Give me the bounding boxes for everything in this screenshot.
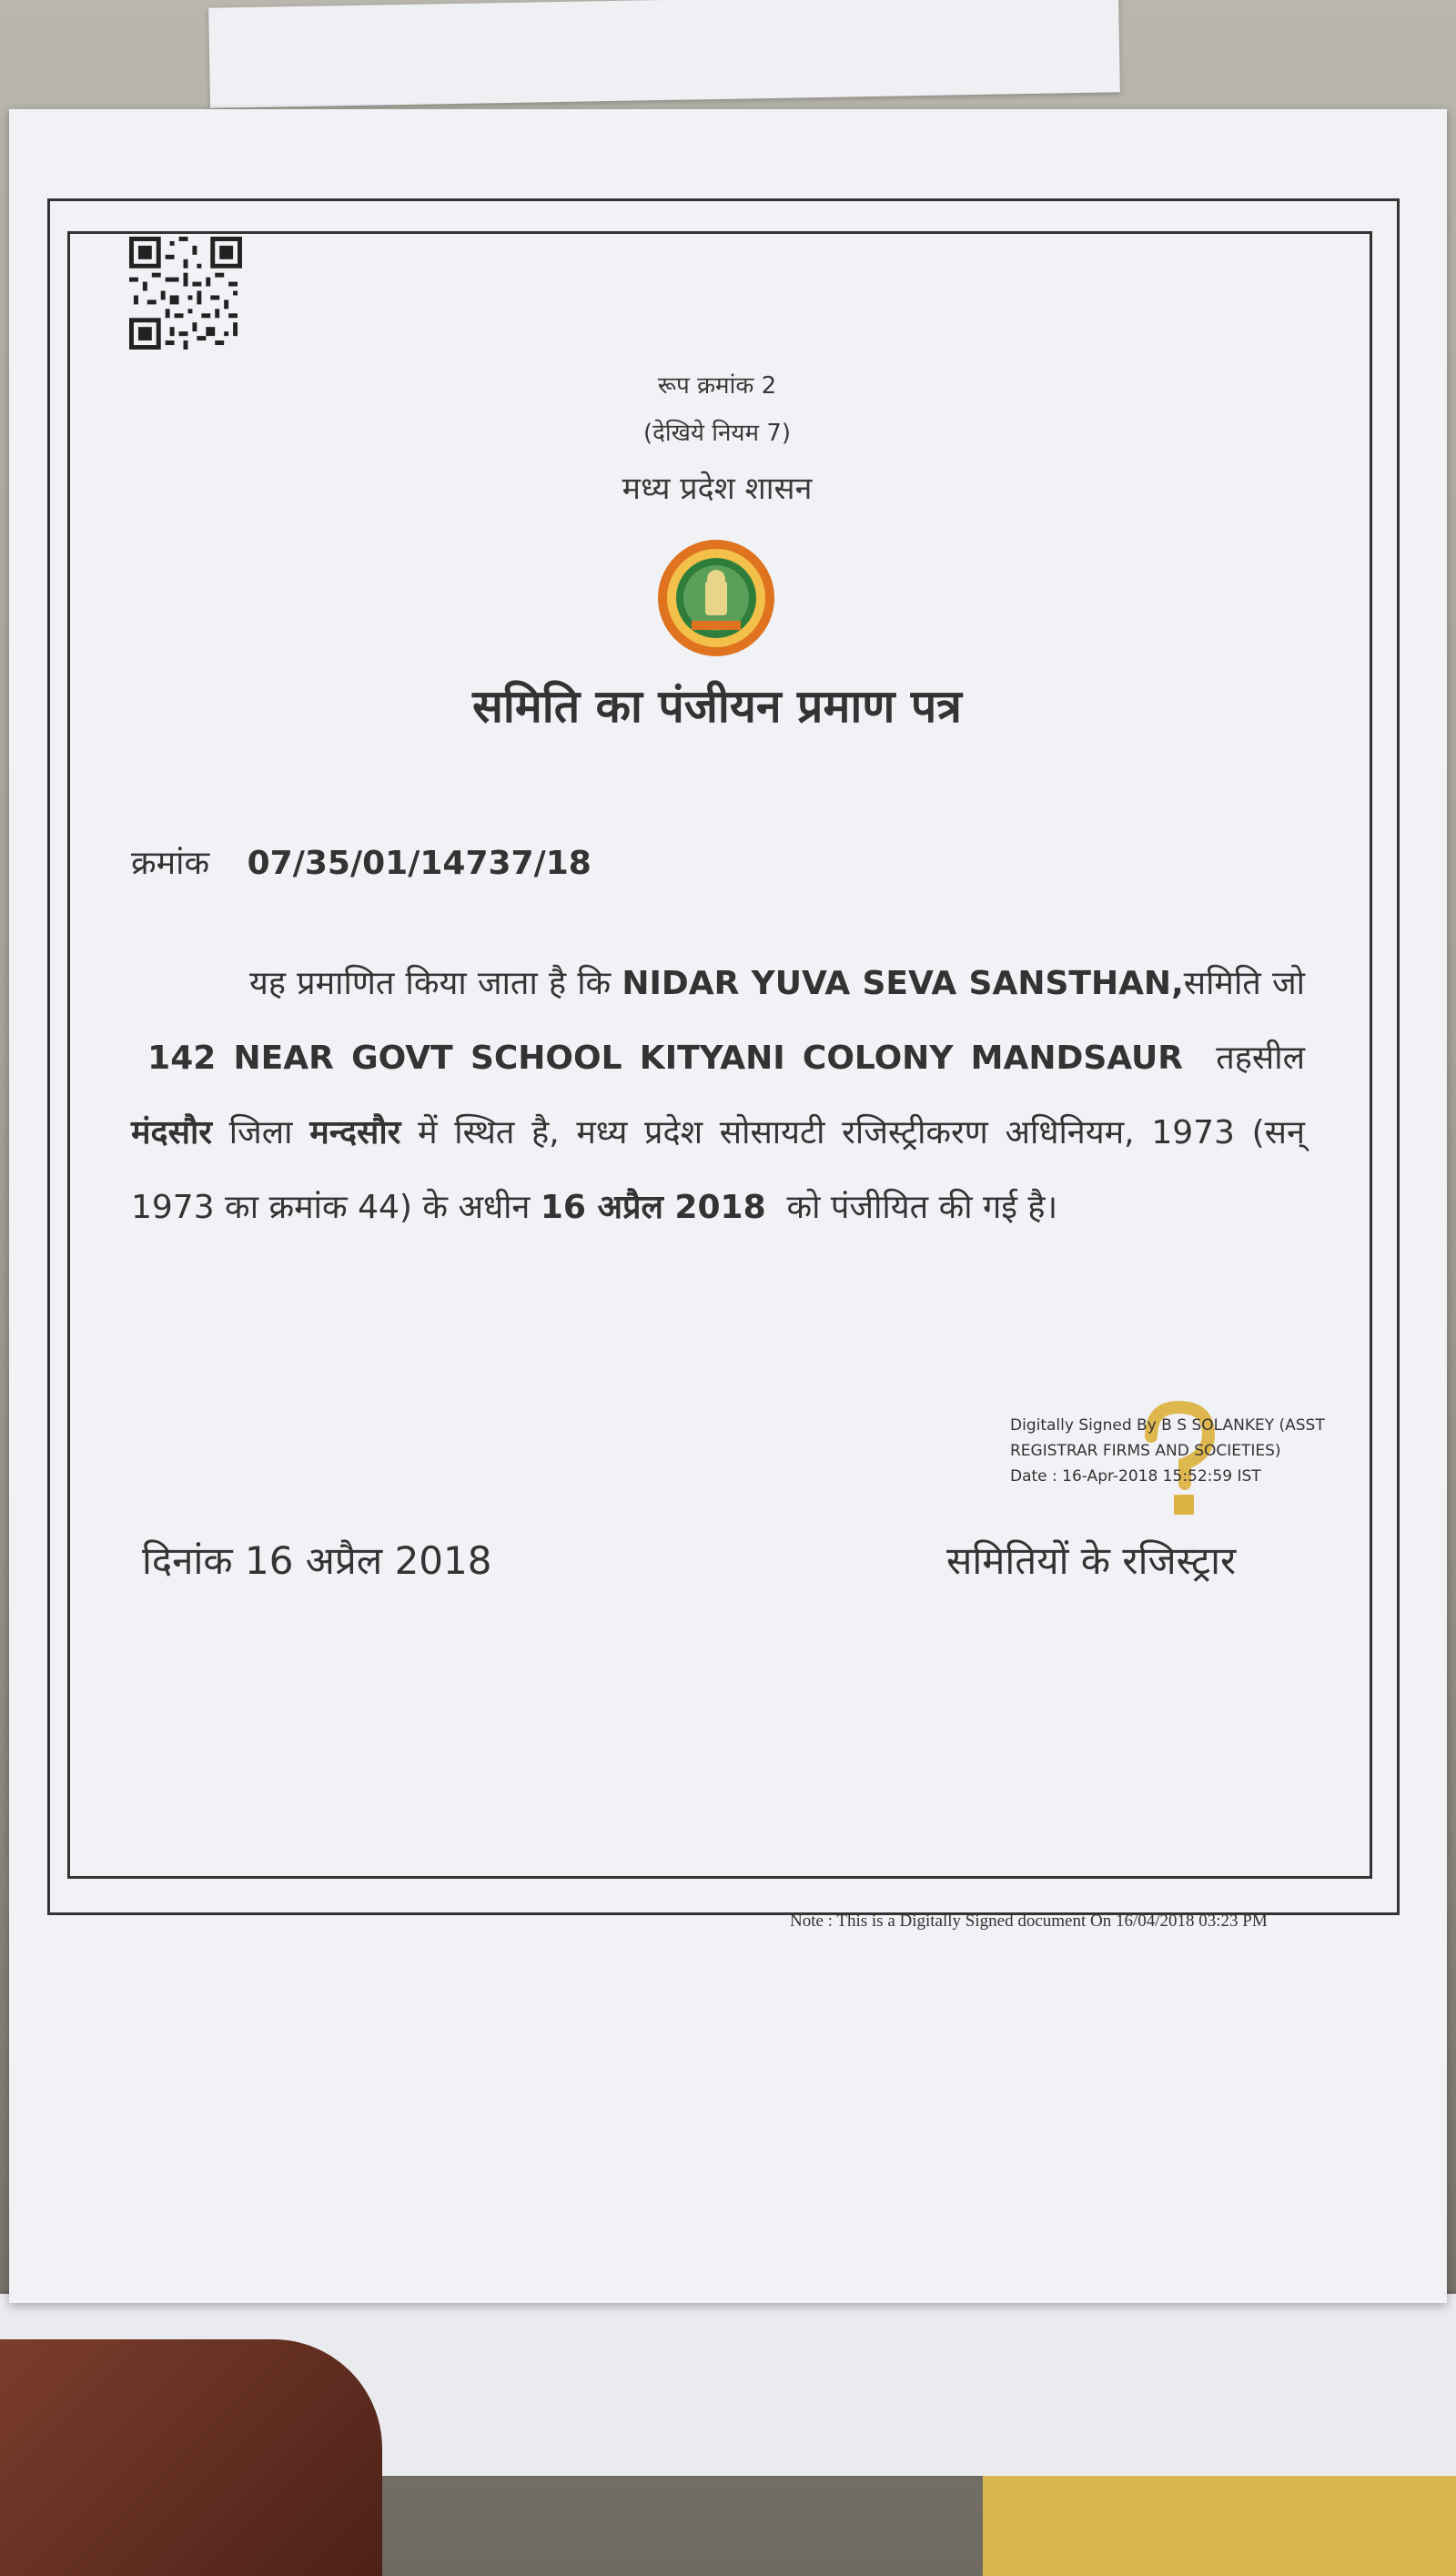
rule-reference: (देखिये नियम 7): [642, 420, 792, 447]
digital-signature-block: [1010, 1413, 1356, 1489]
registration-date: 16 अप्रैल 2018: [540, 1189, 766, 1226]
qr-code-icon: [129, 237, 242, 350]
body-closing: को पंजीयित की गई है।: [786, 1189, 1058, 1226]
tehsil-name: मंदसौर: [131, 1114, 213, 1151]
signature-line-1: Digitally Signed By B S SOLANKEY (ASST: [1010, 1416, 1325, 1435]
society-address: 142 NEAR GOVT SCHOOL KITYANI COLONY MANDSAUR: [147, 1040, 1183, 1077]
registration-number-row: [131, 839, 592, 884]
certificate-sheet: [9, 109, 1447, 2303]
government-name: मध्य प्रदेश शासन: [622, 471, 813, 507]
issue-date: दिनांक 16 अप्रैल 2018: [142, 1538, 492, 1583]
body-intro: यह प्रमाणित किया जाता है कि: [249, 965, 612, 1002]
stacked-paper-top: [208, 0, 1120, 108]
background-strip: [983, 2476, 1456, 2576]
certificate-title: समिति का पंजीयन प्रमाण पत्र: [472, 680, 962, 733]
folder-flap: [0, 2339, 382, 2576]
form-number: रूप क्रमांक 2: [657, 372, 777, 400]
district-label: जिला: [228, 1114, 293, 1151]
registration-number: 07/35/01/14737/18: [247, 845, 592, 882]
society-name: NIDAR YUVA SEVA SANSTHAN,: [622, 965, 1184, 1002]
signature-line-2: REGISTRAR FIRMS AND SOCIETIES): [1010, 1442, 1281, 1460]
tehsil-label: तहसील: [1216, 1040, 1305, 1077]
signature-line-3: Date : 16-Apr-2018 15:52:59 IST: [1010, 1467, 1261, 1486]
registrar-title: समितियों के रजिस्ट्रार: [946, 1538, 1237, 1583]
district-name: मन्दसौर: [309, 1114, 401, 1151]
emblem-icon: [655, 537, 777, 659]
body-location: में स्थित है, मध्य प्रदेश सोसायटी रजिस्ट्रीकरण अधिनियम, 1973 (सन् 1973 का क्रमांक 44) के अधीन: [131, 1114, 1305, 1226]
digital-signature-note: Note : This is a Digitally Signed document On 16/04/2018 03:23 PM: [790, 1912, 1268, 1931]
certificate-body: [131, 947, 1305, 1245]
registration-label: क्रमांक: [131, 845, 210, 882]
samiti-jo: समिति जो: [1183, 965, 1305, 1002]
